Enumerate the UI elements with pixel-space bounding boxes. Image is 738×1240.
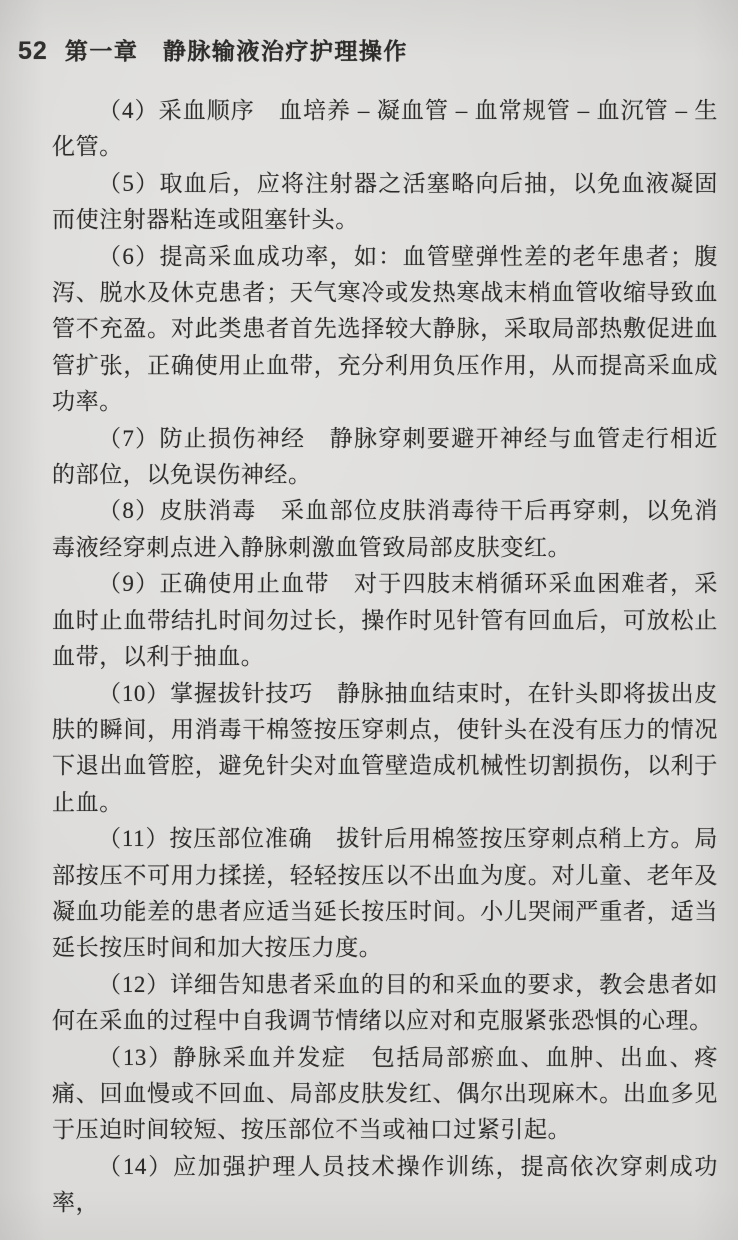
paragraph-item-14: （14）应加强护理人员技术操作训练，提高依次穿刺成功率， (52, 1153, 718, 1216)
paragraph-item-6: （6）提高采血成功率，如：血管壁弹性差的老年患者；腹泻、脱水及休克患者；天气寒冷或发热寒战末梢血管收缩导致血管不充盈。对此类患者首先选择较大静脉，采取局部热敷促进血管扩张，正确使用止血带，充分利用负压作用，从而提高采血成功率。 (52, 243, 718, 415)
page-body (52, 93, 718, 1222)
paragraph-item-10: （10）掌握拔针技巧 静脉抽血结束时，在针头即将拔出皮肤的瞬间，用消毒干棉签按压穿刺点，使针头在没有压力的情况下退出血管腔，避免针尖对血管壁造成机械性切割损伤，以利于止血。 (52, 680, 718, 815)
paragraph-item-7: （7）防止损伤神经 静脉穿刺要避开神经与血管走行相近的部位，以免误伤神经。 (52, 425, 718, 488)
paragraph-item-11: （11）按压部位准确 拔针后用棉签按压穿刺点稍上方。局部按压不可用力揉搓，轻轻按压以不出血为度。对儿童、老年及凝血功能差的患者应适当延长按压时间。小儿哭闹严重者，适当延长按压时间和加大按压力度。 (52, 826, 718, 961)
page-header (18, 33, 708, 66)
paragraph-item-5: （5）取血后，应将注射器之活塞略向后抽，以免血液凝固而使注射器粘连或阻塞针头。 (52, 170, 718, 233)
paragraph-item-13: （13）静脉采血并发症 包括局部瘀血、血肿、出血、疼痛、回血慢或不回血、局部皮肤发红、偶尔出现麻木。出血多见于压迫时间较短、按压部位不当或袖口过紧引起。 (52, 1044, 718, 1143)
paragraph-item-4: （4）采血顺序 血培养 – 凝血管 – 血常规管 – 血沉管 – 生化管。 (52, 98, 718, 160)
paragraph-item-9: （9）正确使用止血带 对于四肢末梢循环采血困难者，采血时止血带结扎时间勿过长，操作时见针管有回血后，可放松止血带，以利于抽血。 (52, 571, 718, 670)
paragraph-item-12: （12）详细告知患者采血的目的和采血的要求，教会患者如何在采血的过程中自我调节情绪以应对和克服紧张恐惧的心理。 (52, 971, 718, 1034)
chapter-title: 第一章 静脉输液治疗护理操作 (64, 38, 408, 64)
page-number: 52 (18, 37, 48, 65)
paragraph-item-8: （8）皮肤消毒 采血部位皮肤消毒待干后再穿刺，以免消毒液经穿刺点进入静脉刺激血管致局部皮肤变红。 (52, 498, 718, 560)
